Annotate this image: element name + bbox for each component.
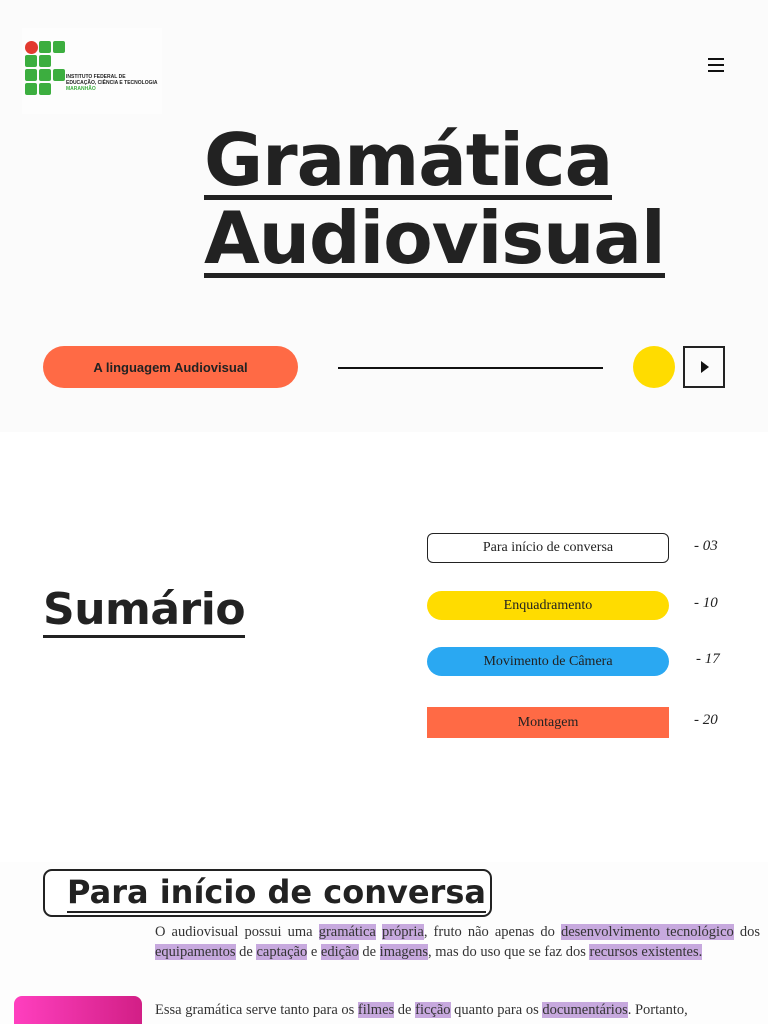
toc-item-enquadramento[interactable]: Enquadramento (427, 591, 669, 620)
audiovisual-language-button[interactable]: A linguagem Audiovisual (43, 346, 298, 388)
pink-gradient-card (14, 996, 142, 1024)
intro-paragraph-2: Essa gramática serve tanto para os filmes de ficção quanto para os documentários. Portanto, (155, 1002, 688, 1018)
highlight-term: edição (320, 943, 359, 960)
title-line-1: Gramática (204, 118, 613, 202)
section-title: Para início de conversa (43, 869, 492, 917)
highlight-term: imagens (379, 943, 428, 960)
next-button[interactable] (683, 346, 725, 388)
yellow-circle-decoration (633, 346, 675, 388)
toc-item-movimento-camera[interactable]: Movimento de Câmera (427, 647, 669, 676)
highlight-term: recursos existentes. (589, 943, 703, 960)
highlight-term: captação (256, 943, 308, 960)
toc-page-number: - 03 (694, 538, 718, 554)
play-triangle-icon (701, 361, 709, 373)
highlight-term: desenvolvimento tecnológico (560, 924, 734, 940)
highlight-term: documentários (542, 1002, 628, 1018)
divider-line (338, 367, 603, 369)
toc-page-number: - 10 (694, 595, 718, 611)
hero-section (0, 0, 768, 432)
summary-title: Sumário (43, 582, 245, 638)
highlight-term: própria (381, 924, 424, 940)
highlight-term: equipamentos (155, 943, 236, 960)
toc-page-number: - 17 (696, 651, 720, 667)
highlight-term: ficção (415, 1002, 451, 1018)
highlight-term: filmes (357, 1002, 395, 1018)
toc-item-montagem[interactable]: Montagem (427, 707, 669, 738)
logo-mark-icon (25, 41, 65, 94)
toc-page-number: - 20 (694, 712, 718, 728)
toc-item-para-inicio[interactable]: Para início de conversa (427, 533, 669, 563)
ifma-logo (22, 28, 162, 114)
highlight-term: gramática (318, 924, 376, 940)
hamburger-menu-icon[interactable] (705, 56, 727, 74)
page-title (204, 118, 724, 280)
intro-paragraph-1: O audiovisual possui uma gramática própria, fruto não apenas do desenvolvimento tecnológico dos equipamentos de captação e edição de imagens, mas do uso que se faz dos recursos existentes. (155, 924, 760, 960)
logo-text: INSTITUTO FEDERAL DE EDUCAÇÃO, CIÊNCIA E TECNOLOGIA MARANHÃO (66, 74, 158, 92)
title-line-2: Audiovisual (204, 196, 665, 280)
